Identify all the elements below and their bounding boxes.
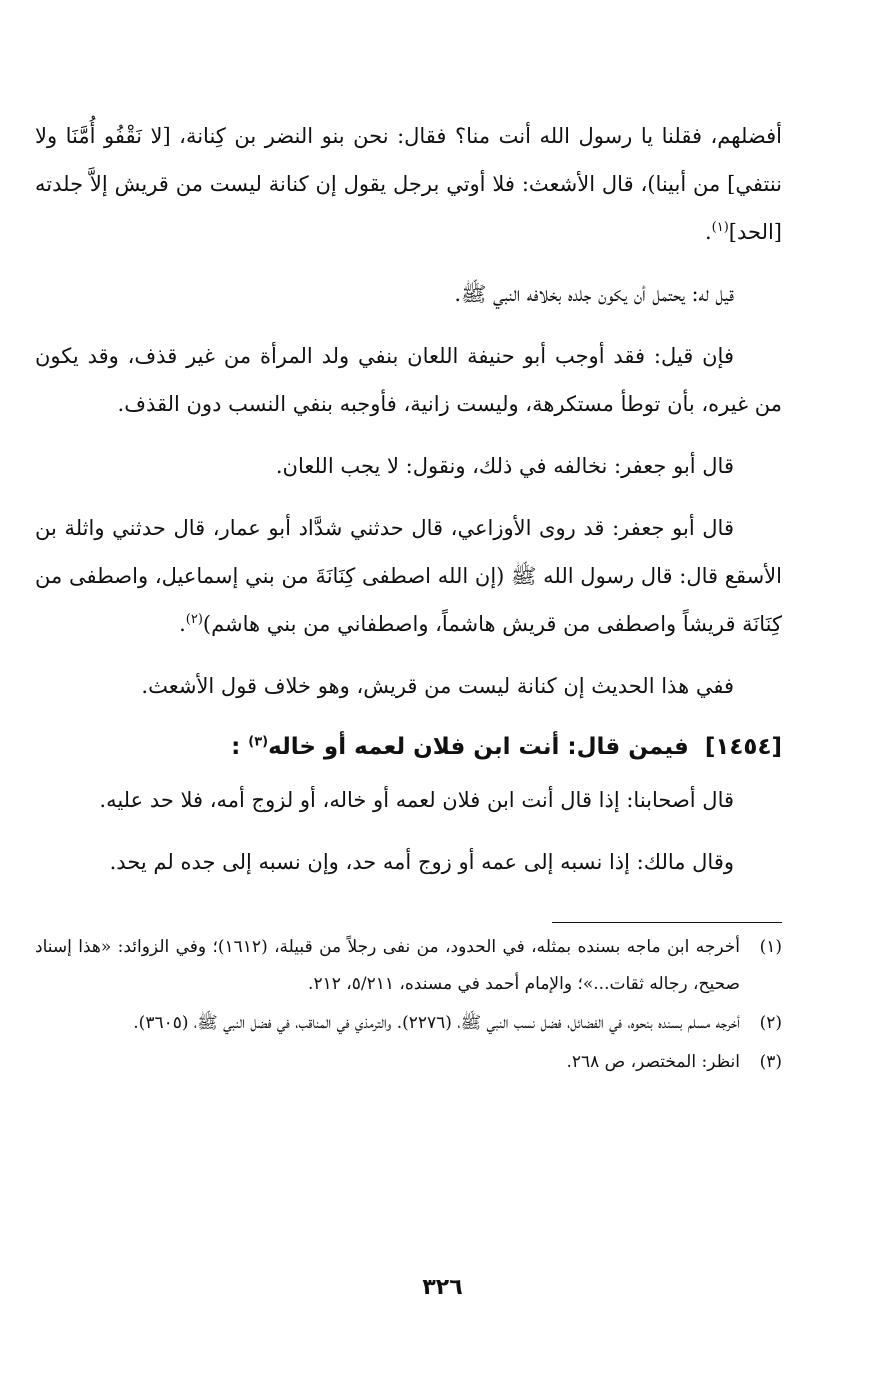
footnote-ref-3: (٣) [248,734,269,750]
page-body [35,112,782,1083]
paragraph-1: أفضلهم، فقلنا يا رسول الله أنت منا؟ فقال: نحن بنو النضر بن كِنانة، [لا نَقْفُو أُمَّنَا ولا ننتفي] من أبينا)، قال الأشعث: فلا أوتي برجل يقول إن كنانة ليست من قريش إلاَّ جلدته [الحد]$^{(١)}$. [35,124,782,244]
section-number: [١٤٥٤] [704,734,782,760]
paragraph-6: ففي هذا الحديث إن كنانة ليست من قريش، وهو خلاف قول الأشعث. [141,674,734,698]
footnote-text: انظر: المختصر، ص ٢٦٨. [566,1052,740,1072]
paragraph-5: قال أبو جعفر: قد روى الأوزاعي، قال حدثني شدَّاد أبو عمار، قال حدثني واثلة بن الأسقع قال: قال رسول الله ﷺ (إن الله اصطفى كِنَانَةَ من بني إسماعيل، واصطفى من كِنَانَة قريشاً واصطفى من قريش هاشماً، واصطفاني من بني هاشم)$^{(٢)}$. [35,516,782,636]
footnote-text: أخرجه ابن ماجه بسنده بمثله، في الحدود، من نفى رجلاً من قبيلة، (١٦١٢)؛ وفي الزوائد: «هذا إسناد صحيح، رجاله ثقات...»؛ والإمام أحمد في مسنده، ٥/٢١١، ٢١٢. [35,937,740,994]
footnote-divider [552,922,782,923]
footnote-1 [35,929,782,1003]
footnote-text: أخرجه مسلم بسنده بنحوه، في الفضائل، فضل نسب النبي ﷺ، (٢٢٧٦). والترمذي في المناقب، في فضل النبي ﷺ، (٣٦٠٥). [133,1013,740,1033]
paragraph-2: قيل له: يحتمل أن يكون جلده بخلافه النبي ﷺ. [454,282,734,306]
paragraph-7: قال أصحابنا: إذا قال أنت ابن فلان لعمه أو خاله، أو لزوج أمه، فلا حد عليه. [99,788,734,812]
footnote-ref-2: (٢) [185,612,203,627]
section-heading: [١٤٥٤] فيمن قال: أنت ابن فلان لعمه أو خاله$^{(٣)}$ : [231,734,782,760]
footnote-number: (٣) [759,1052,782,1072]
section-title: فيمن قال: أنت ابن فلان لعمه أو خاله [268,734,689,760]
footnotes [35,929,782,1081]
footnote-number: (٢) [759,1013,782,1033]
paragraph-4: قال أبو جعفر: نخالفه في ذلك، ونقول: لا يجب اللعان. [275,454,734,478]
footnote-2 [35,1005,782,1042]
page-number: ٣٢٦ [422,1275,463,1300]
footnote-number: (١) [759,937,782,957]
footnote-3 [35,1044,782,1081]
paragraph-8: وقال مالك: إذا نسبه إلى عمه أو زوج أمه حد، وإن نسبه إلى جده لم يحد. [109,850,734,874]
footnote-ref-1: (١) [711,220,729,235]
paragraph-3: فإن قيل: فقد أوجب أبو حنيفة اللعان بنفي ولد المرأة من غير قذف، وقد يكون من غيره، بأن توطأ مستكرهة، وليست زانية، فأوجبه بنفي النسب دون القذف. [35,344,782,416]
